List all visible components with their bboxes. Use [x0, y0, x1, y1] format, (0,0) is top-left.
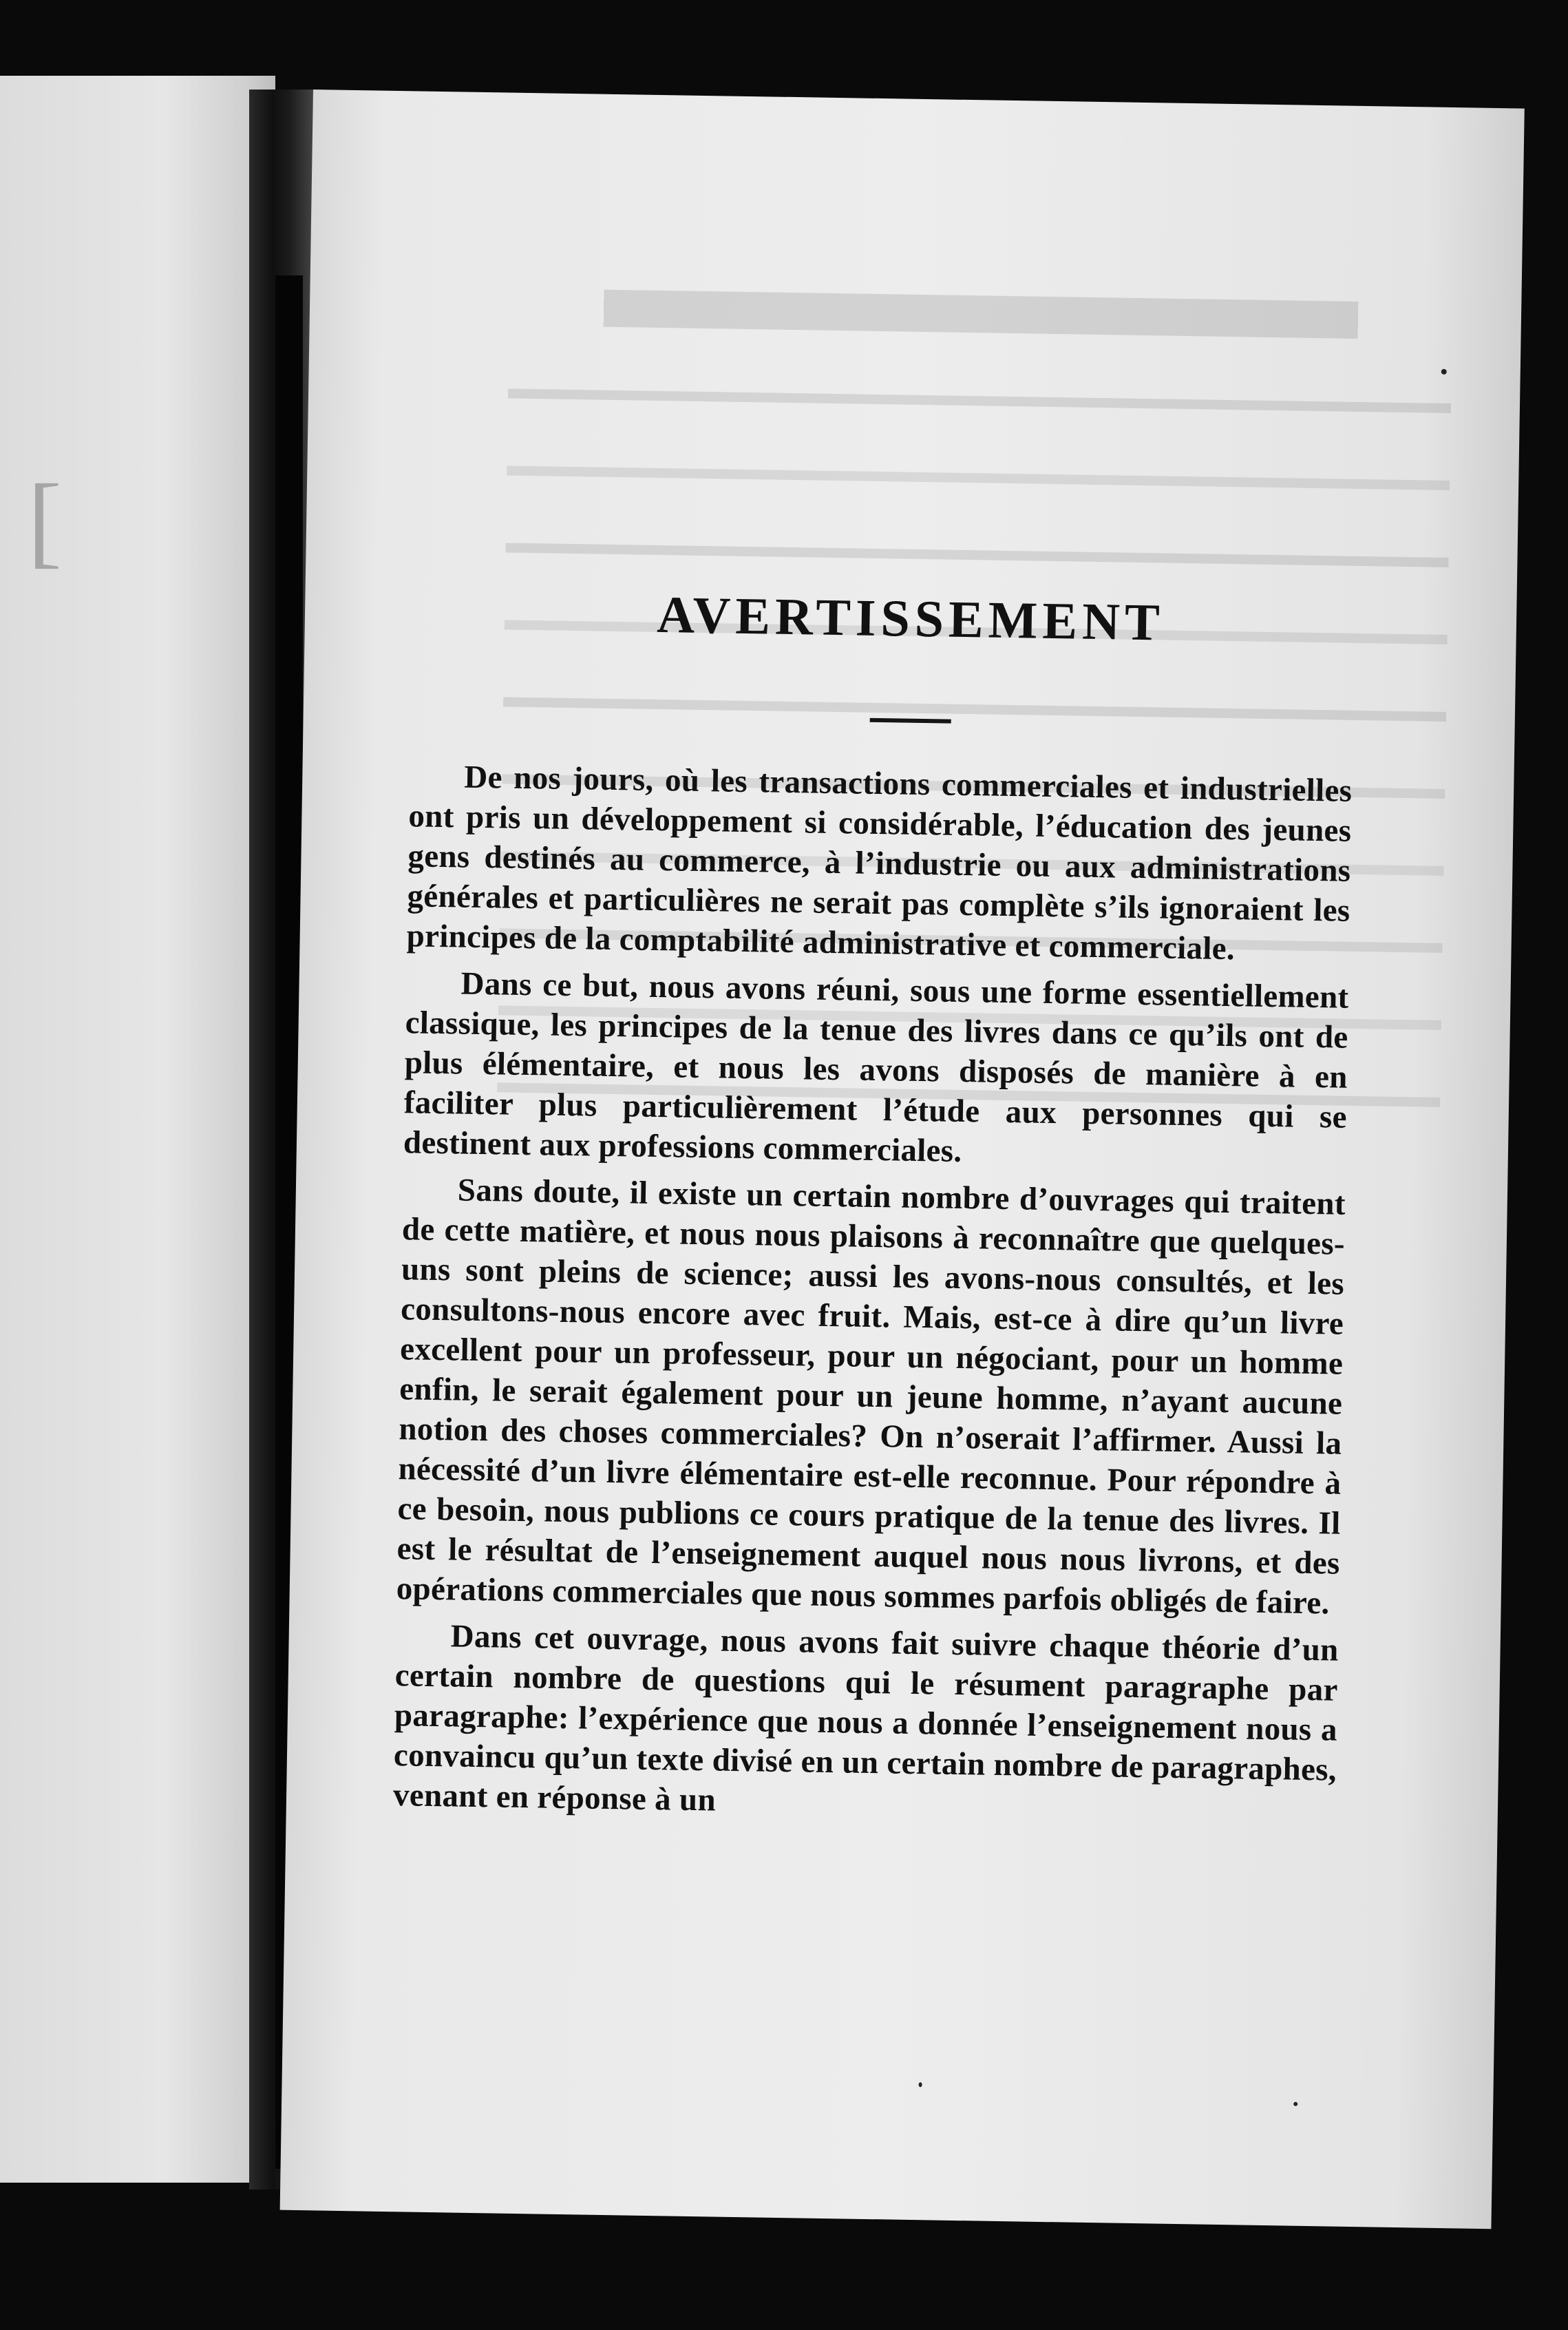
ink-speck — [1293, 2102, 1297, 2106]
page-body — [393, 756, 1353, 1829]
page-content — [393, 580, 1355, 1829]
book-page — [280, 90, 1525, 2229]
title-rule — [870, 718, 951, 724]
paragraph: Dans ce but, nous avons réuni, sous une forme essentiellement classique, les principes de la tenue des livres dans ce qu’ils ont de plus élémentaire, et nous les avons disposés de manière à en faciliter plus particulièrement l’étude aux personnes qui se destinent aux professions commerciales. — [403, 965, 1349, 1169]
paragraph: Dans cet ouvrage, nous avons fait suivre chaque théorie d’un certain nombre de questions qui le résument paragraphe par paragraphe: l’expérience que nous a donnée l’enseignement nous a convaincu qu’un texte divisé en un certain nombre de paragraphes, venant en réponse à un — [392, 1618, 1339, 1818]
paragraph: Sans doute, il existe un certain nombre d’ouvrages qui traitent de cette matière, et nous nous plaisons à reconnaître que quelques-uns sont pleins de science; aussi les avons-nous consultés, et les consultons-nous encore avec fruit. Mais, est-ce à dire qu’un livre excellent pour un professeur, pour un négociant, pour un homme enfin, le serait également pour un jeune homme, n’ayant aucune notion des choses commerciales? On n’oserait l’affirmer. Aussi la nécessité d’un livre élémentaire est-elle reconnue. Pour répondre à ce besoin, nous publions ce cours pratique de la tenue des livres. Il est le résultat de l’enseignement auquel nous nous livrons, et des opérations commerciales que nous sommes parfois obligés de faire. — [396, 1172, 1346, 1621]
left-page-bleed-mark: [ — [28, 463, 62, 578]
ink-speck — [919, 2082, 922, 2087]
left-facing-page — [0, 76, 275, 2183]
page-title: AVERTISSEMENT — [656, 585, 1165, 652]
ink-speck — [1441, 369, 1447, 375]
paragraph: De nos jours, où les transactions commerciales et industrielles ont pris un développement si considérable, l’éducation des jeunes gens destinés au commerce, à l’industrie ou aux administrations générales et particulières ne serait pas complète s’ils ignoraient les principes de la comptabilité administrative et commerciale. — [406, 759, 1353, 967]
